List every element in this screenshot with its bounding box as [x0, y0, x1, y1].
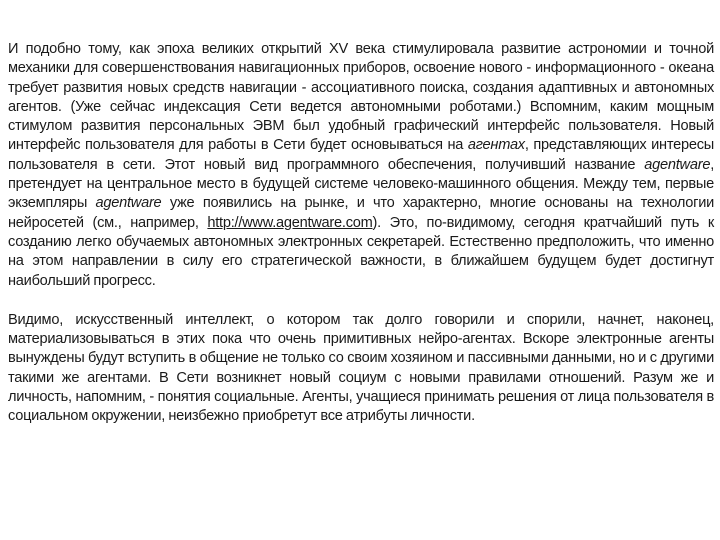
- paragraph-navigation-agents: [8, 40, 714, 291]
- paragraph-text: ). Это, по-видимому, сегодня кратчайший путь к созданию легко обучаемых автономных электронных секретарей. Естественно предположить, что именно на этом направлении в силу его стратегической важности, в ближайшем будущем будет достигнут наибольший прогресс.: [8, 214, 714, 289]
- document-page: [8, 40, 714, 427]
- paragraph-text: , представляющих интересы пользователя в сети. Этот новый вид программного обеспечения, получивший название: [8, 137, 715, 173]
- paragraph-text: уже появились на рынке, и что характерно, многие основаны на технологии нейросетей (см., например,: [8, 195, 715, 231]
- italic-term-agents: агентах: [467, 137, 525, 154]
- paragraph-text: И подобно тому, как эпоха великих открытий XV века стимулировала развитие астрономии и точной механики для совершенствования навигационных приборов, освоение нового - информационного - океана требует развития новых средств навигации - ассоциативного поиска, создания адаптивных и автономных агентов. (Уже сейчас индексация Сети ведется автономными роботами.) Вспомним, каким мощным стимулом развития персональных ЭВМ был удобный графический интерфейс пользователя. Новый интерфейс пользователя для работы в Сети будет основываться на: [8, 41, 714, 154]
- paragraph-artificial-intelligence: Видимо, искусственный интеллект, о котором так долго говорили и спорили, начнет, наконец, материализовываться в этих пока что очень примитивных нейро-агентах. Вскоре электронные агенты вынуждены будут вступить в общение не только со своим хозяином и пассивными данными, но и с другими такими же агентами. В Сети возникнет новый социум с новыми правилами отношений. Разум же и личность, напомним, - понятия социальные. Агенты, учащиеся принимать решения от лица пользователя в социальном окружении, неизбежно приобретут все атрибуты личности.: [8, 311, 714, 425]
- italic-term-agentware: agentware: [644, 156, 711, 173]
- agentware-url-link[interactable]: http://www.agentware.com: [207, 214, 373, 231]
- paragraph-text: , претендует на центральное место в будущей системе человеко-машинного общения. Между тем, первые экземпляры: [8, 156, 714, 212]
- italic-term-agentware: agentware: [95, 195, 162, 212]
